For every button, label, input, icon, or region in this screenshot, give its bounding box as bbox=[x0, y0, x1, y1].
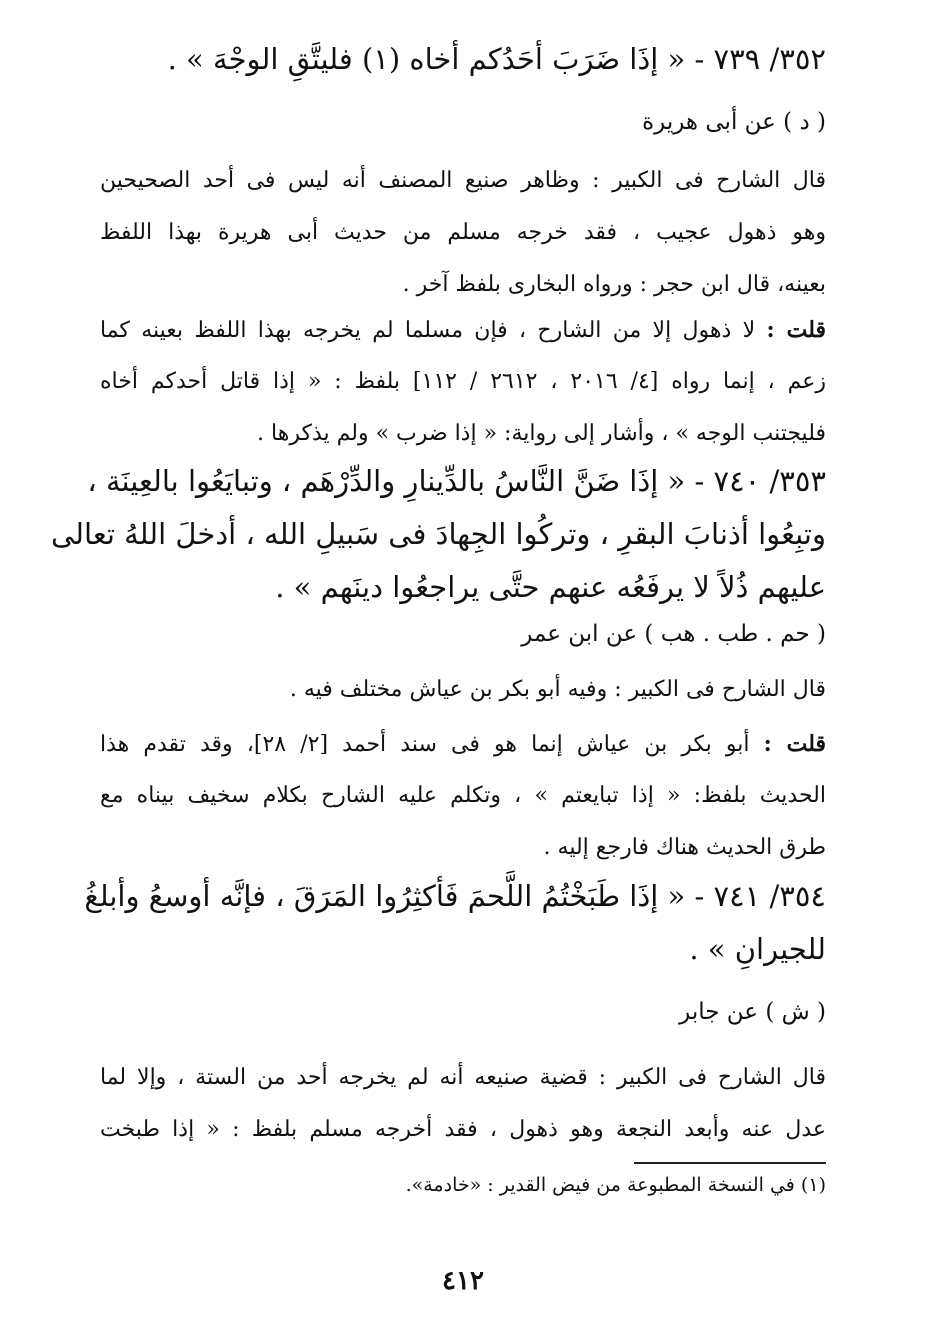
hadith-line: للجيرانِ » . bbox=[689, 932, 826, 966]
commentary-line: وهو ذهول عجيب ، فقد خرجه مسلم من حديث أبى هريرة بهذا اللفظ bbox=[100, 220, 826, 245]
qult-label: قلت : bbox=[766, 317, 826, 343]
qult-line: فليجتنب الوجه » ، وأشار إلى رواية: « إذا ضرب » ولم يذكرها . bbox=[257, 421, 826, 446]
page bbox=[51, 0, 827, 1338]
footnote-divider bbox=[634, 1162, 826, 1164]
hadith-740 bbox=[51, 455, 826, 614]
commentary-line: قال الشارح فى الكبير : وفيه أبو بكر بن عياش مختلف فيه . bbox=[289, 677, 826, 702]
hadith-line: ٣٥٤/ ٧٤١ - « إذَا طَبَخْتُمُ اللَّحمَ فَأكثِرُوا المَرَقَ ، فإنَّه أوسعُ وأبلغُ bbox=[84, 879, 826, 913]
qult-line: طرق الحديث هناك فارجع إليه . bbox=[543, 835, 826, 860]
commentary-line: قال الشارح فى الكبير : وظاهر صنيع المصنف أنه ليس فى أحد الصحيحين bbox=[100, 168, 826, 193]
qult-line: زعم ، إنما رواه [٤/ ٢٠١٦ ، ٢٦١٢ / ١١٢] بلفظ : « إذا قاتل أحدكم أخاه bbox=[100, 369, 827, 394]
commentary-line: بعينه، قال ابن حجر : ورواه البخارى بلفظ آخر . bbox=[402, 272, 826, 297]
commentary-line: قال الشارح فى الكبير : قضية صنيعه أنه لم يخرجه أحد من الستة ، وإلا لما bbox=[100, 1065, 826, 1090]
page-number: ٤١٢ bbox=[442, 1266, 484, 1296]
qult-note bbox=[100, 304, 826, 460]
qult-label: قلت : bbox=[763, 731, 826, 757]
hadith-line: وتبِعُوا أذنابَ البقرِ ، وتركُوا الجِهادَ فى سَبيلِ الله ، أدخلَ اللهُ تعالى bbox=[51, 517, 826, 551]
qult-line: الحديث بلفظ: « إذا تبايعتم » ، وتكلم عليه الشارح بكلام سخيف بيناه مع bbox=[100, 783, 826, 808]
footnote: (١) في النسخة المطبوعة من فيض القدير : «خادمة». bbox=[405, 1174, 826, 1196]
commentary bbox=[100, 1052, 826, 1156]
hadith-741 bbox=[84, 870, 826, 976]
source-ref: ( حم . طب . هب ) عن ابن عمر bbox=[521, 621, 826, 647]
commentary-line: عدل عنه وأبعد النجعة وهو ذهول ، فقد أخرجه مسلم بلفظ : « إذا طبخت bbox=[100, 1117, 826, 1142]
qult-note bbox=[100, 718, 826, 874]
commentary bbox=[100, 664, 826, 716]
qult-text: لا ذهول إلا من الشارح ، فإن مسلما لم يخرجه بهذا اللفظ بعينه كما bbox=[100, 318, 756, 343]
hadith-line: عليهم ذُلاً لا يرفَعُه عنهم حتَّى يراجعُوا دينَهم » . bbox=[275, 570, 826, 604]
commentary bbox=[100, 155, 826, 311]
hadith-line: ٣٥٢/ ٧٣٩ - « إذَا ضَرَبَ أحَدُكم أخاه (١) فليتَّقِ الوجْهَ » . bbox=[167, 42, 826, 76]
hadith-739 bbox=[100, 33, 826, 86]
source-ref: ( د ) عن أبى هريرة bbox=[642, 109, 826, 135]
hadith-line: ٣٥٣/ ٧٤٠ - « إذَا ضَنَّ النَّاسُ بالدِّينارِ والدِّرْهَم ، وتبايَعُوا بالعِينَة ، bbox=[87, 464, 826, 498]
qult-text: أبو بكر بن عياش إنما هو فى سند أحمد [٢/ ٢٨]، وقد تقدم هذا bbox=[100, 732, 750, 757]
source-ref: ( ش ) عن جابر bbox=[679, 999, 826, 1025]
